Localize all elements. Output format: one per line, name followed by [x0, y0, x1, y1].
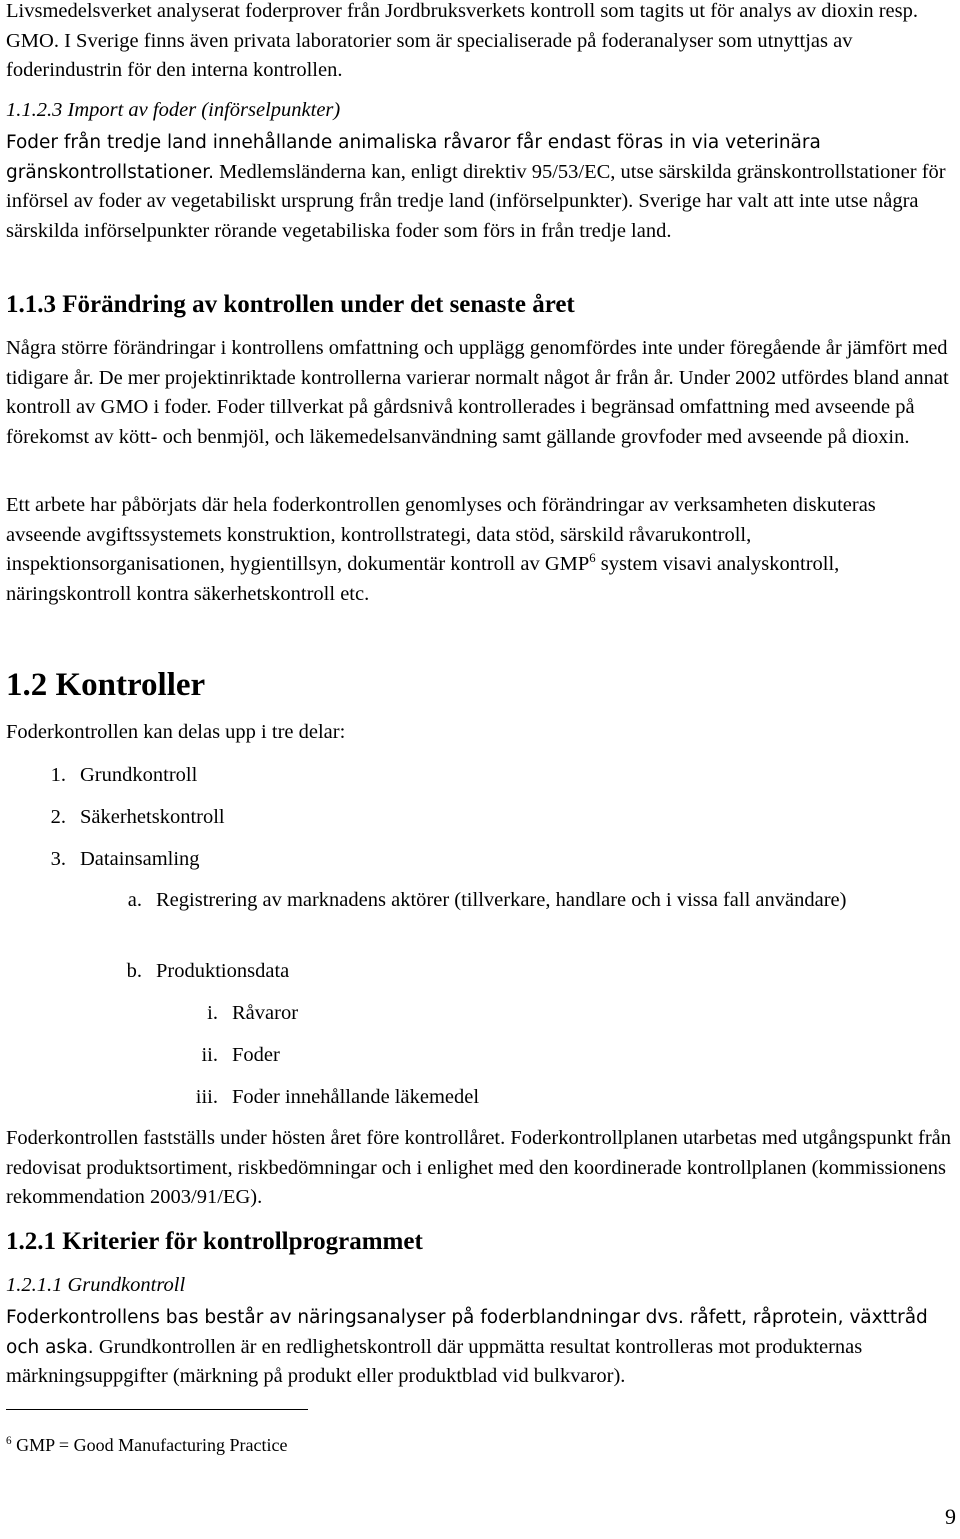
controls-lead: Foderkontrollen kan delas upp i tre delar: — [6, 721, 346, 743]
list-item — [50, 803, 225, 833]
heading-1-2-1: 1.2.1 Kriterier för kontrollprogrammet — [6, 1228, 423, 1255]
footnote-separator — [6, 1409, 308, 1410]
import-paragraph-serif: Medlemsländerna kan, enligt direktiv 95/53/EC, utse särskilda gränskontrollstationer för införsel av foder av vegetabiliskt ursprung från tredje land (införselpunkter). Sverige har valt att inte utse några särskilda införselpunkter rörande vegetabiliska foder som förs in från tredje land. — [6, 160, 946, 242]
basic-control-paragraph-serif: Grundkontrollen är en redlighetskontroll där uppmätta resultat kontrolleras mot produkternas märkningsuppgifter (märkning på produkt eller produktblad vid bulkvaror). — [6, 1335, 863, 1387]
sub-sub-list-item — [201, 1041, 280, 1071]
sub-list-item-text: Produktionsdata — [156, 960, 290, 982]
footnote-marker: 6 — [6, 1435, 12, 1447]
sub-list-marker: b. — [126, 960, 142, 982]
list-item-text: Datainsamling — [80, 848, 200, 870]
list-item — [50, 845, 200, 875]
heading-1-2: 1.2 Kontroller — [6, 667, 206, 703]
sub-sub-list-marker: iii. — [195, 1086, 218, 1108]
footnote-reference: 6 — [589, 551, 596, 566]
sub-sub-list-item-text: Foder innehållande läkemedel — [232, 1086, 480, 1108]
page-number: 9 — [945, 1504, 956, 1529]
sub-list-marker: a. — [127, 889, 142, 911]
list-marker: 1. — [50, 764, 66, 786]
list-item — [50, 761, 198, 791]
list-item-text: Grundkontroll — [80, 764, 198, 786]
list-item-text: Säkerhetskontroll — [80, 806, 225, 828]
basic-control-paragraph — [6, 1303, 956, 1392]
list-marker: 2. — [50, 806, 66, 828]
sub-sub-list-marker: ii. — [201, 1044, 218, 1066]
import-paragraph-sans: Foder från tredje land innehållande animaliska råvaror får endast föras in via veterinära gränskontrollstationer. — [6, 132, 821, 183]
footnote — [6, 1433, 288, 1457]
sub-list-item — [127, 886, 896, 916]
basic-control-paragraph-sans: Foderkontrollens bas består av näringsanalyser på foderblandningar dvs. råfett, råprotein, växttråd och aska. — [6, 1307, 928, 1358]
heading-1-1-2-3: 1.1.2.3 Import av foder (införselpunkter) — [6, 99, 341, 121]
changes-paragraph-2-text: Ett arbete har påbörjats där hela foderkontrollen genomlyses och förändringar av verksamheten diskuteras avseende avgiftssystemets konstruktion, kontrollstrategi, data stöd, särskild råvarukontroll, inspektionsorganisationen, hygientillsyn, dokumentär kontroll av GMP — [6, 494, 876, 575]
sub-sub-list-item-text: Råvaror — [232, 1002, 299, 1024]
sub-sub-list-marker: i. — [207, 1002, 218, 1024]
sub-list-item-text: Registrering av marknadens aktörer (tillverkare, handlare och i vissa fall användare) — [156, 889, 847, 911]
sub-sub-list-item — [207, 999, 299, 1029]
sub-list-item — [126, 957, 290, 987]
heading-1-1-3: 1.1.3 Förändring av kontrollen under det senaste året — [6, 291, 575, 318]
sub-sub-list-item — [195, 1083, 480, 1113]
changes-paragraph-2-end: system visavi analyskontroll, näringskontroll kontra säkerhetskontroll etc. — [6, 553, 840, 605]
sub-sub-list-item-text: Foder — [232, 1044, 280, 1066]
import-paragraph — [6, 128, 956, 246]
intro-paragraph: Livsmedelsverket analyserat foderprover från Jordbruksverkets kontroll som tagits ut för analys av dioxin resp. GMO. I Sverige finns även privata laboratorier som är specialiserade på foderanalyser som utnyttjas av foderindustrin för den interna kontrollen. — [6, 0, 918, 81]
changes-paragraph-2 — [6, 491, 956, 609]
list-marker: 3. — [50, 848, 66, 870]
heading-1-2-1-1: 1.2.1.1 Grundkontroll — [6, 1274, 186, 1296]
changes-paragraph-1: Några större förändringar i kontrollens omfattning och upplägg genomfördes inte under föregående år jämfört med tidigare år. De mer projektinriktade kontrollerna varierar normalt något år från år. Under 2002 utfördes bland annat kontroll av GMO i foder. Foder tillverkat på gårdsnivå kontrollerades i begränsad omfattning med avseende på förekomst av kött- och benmjöl, och läkemedelsanvändning samt gällande grovfoder med avseende på dioxin. — [6, 337, 949, 448]
footnote-text: GMP = Good Manufacturing Practice — [11, 1435, 288, 1455]
control-plan-paragraph: Foderkontrollen fastställs under hösten året före kontrollåret. Foderkontrollplanen utarbetas med utgångspunkt från redovisat produktsortiment, riskbedömningar och i enlighet med den koordinerade kontrollplanen (kommissionens rekommendation 2003/91/EG). — [6, 1127, 952, 1208]
